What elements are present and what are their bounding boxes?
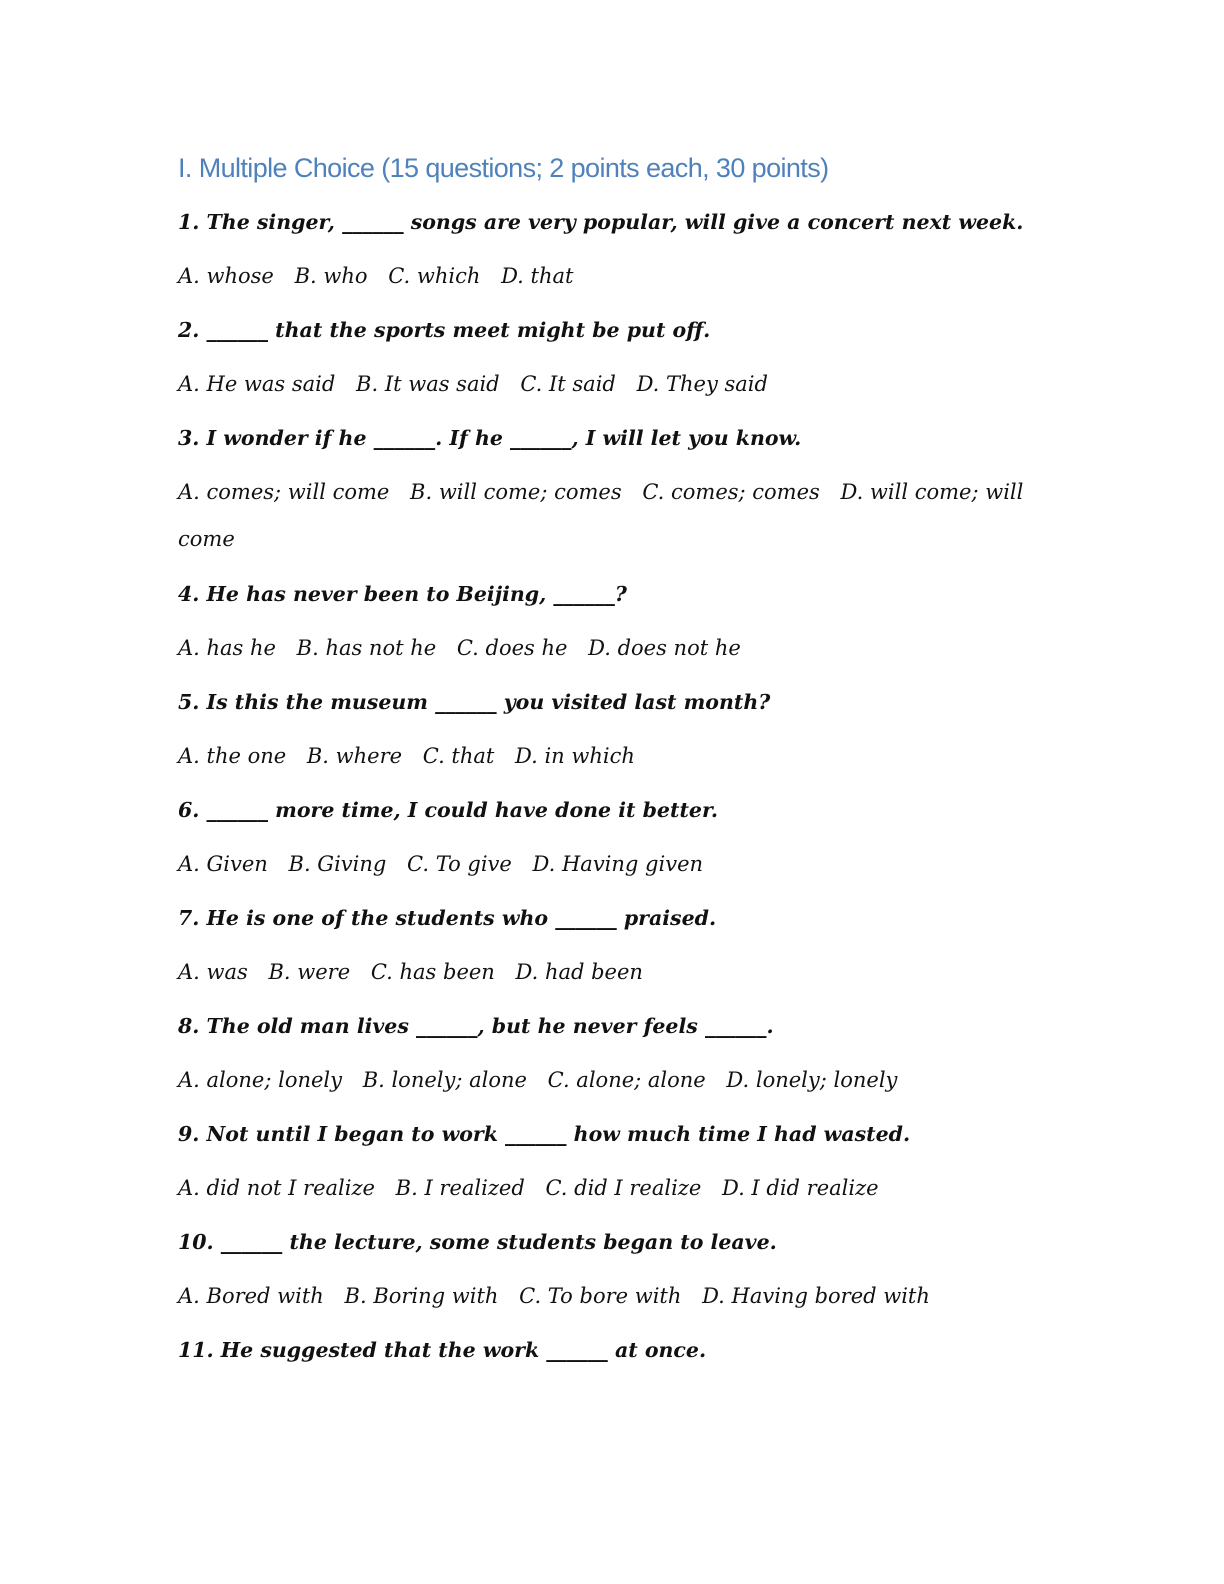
option-c: C. To give <box>407 852 512 876</box>
option-d: D. had been <box>515 960 643 984</box>
option-d: D. will come; will come <box>178 480 1024 551</box>
option-d: D. I did realize <box>721 1176 879 1200</box>
question-6-stem: 6. ______ more time, I could have done it better. <box>178 798 719 822</box>
question-3-options <box>178 469 1048 563</box>
option-a: A. alone; lonely <box>178 1068 342 1092</box>
question-9-stem: 9. Not until I began to work ______ how much time I had wasted. <box>178 1122 911 1146</box>
question-2-stem: 2. ______ that the sports meet might be put off. <box>178 318 711 342</box>
option-a: A. did not I realize <box>178 1176 375 1200</box>
question-7-stem: 7. He is one of the students who ______ praised. <box>178 906 717 930</box>
question-9-options <box>178 1174 1048 1202</box>
option-c: C. alone; alone <box>547 1068 706 1092</box>
option-a: A. Bored with <box>178 1284 324 1308</box>
option-c: C. To bore with <box>519 1284 682 1308</box>
option-c: C. has been <box>370 960 495 984</box>
question-8-stem: 8. The old man lives ______, but he never feels ______. <box>178 1014 774 1038</box>
option-d: D. Having given <box>532 852 704 876</box>
option-b: B. has not he <box>296 636 437 660</box>
option-b: B. who <box>294 264 368 288</box>
question-1-stem: 1. The singer, ______ songs are very popular, will give a concert next week. <box>178 210 1024 234</box>
option-b: B. It was said <box>356 372 500 396</box>
option-b: B. were <box>268 960 351 984</box>
option-a: A. the one <box>178 744 287 768</box>
option-d: D. that <box>501 264 574 288</box>
option-b: B. will come; comes <box>410 480 622 504</box>
question-7-options <box>178 958 1048 986</box>
question-2-options <box>178 370 1048 398</box>
document-content <box>178 148 1048 1390</box>
option-d: D. They said <box>636 372 768 396</box>
option-b: B. Giving <box>288 852 387 876</box>
option-a: A. He was said <box>178 372 336 396</box>
question-10-stem: 10. ______ the lecture, some students began to leave. <box>178 1230 777 1254</box>
question-11-stem: 11. He suggested that the work ______ at once. <box>178 1338 707 1362</box>
option-b: B. I realized <box>395 1176 525 1200</box>
option-b: B. where <box>306 744 403 768</box>
question-4-options <box>178 634 1048 662</box>
option-a: A. was <box>178 960 248 984</box>
option-c: C. It said <box>520 372 616 396</box>
question-6-options <box>178 850 1048 878</box>
option-c: C. did I realize <box>545 1176 702 1200</box>
question-4-stem: 4. He has never been to Beijing, ______? <box>178 582 627 606</box>
option-c: C. does he <box>456 636 568 660</box>
option-d: D. lonely; lonely <box>726 1068 898 1092</box>
option-a: A. Given <box>178 852 268 876</box>
question-1-options <box>178 262 1048 290</box>
option-d: D. Having bored with <box>702 1284 930 1308</box>
option-b: B. lonely; alone <box>362 1068 527 1092</box>
option-a: A. comes; will come <box>178 480 390 504</box>
section-title: I. Multiple Choice (15 questions; 2 points each, 30 points) <box>178 153 829 183</box>
option-d: D. does not he <box>588 636 741 660</box>
question-3-stem: 3. I wonder if he ______. If he ______, I will let you know. <box>178 426 802 450</box>
option-d: D. in which <box>515 744 635 768</box>
option-c: C. which <box>388 264 481 288</box>
question-5-options <box>178 742 1048 770</box>
option-c: C. that <box>422 744 495 768</box>
question-10-options <box>178 1282 1048 1310</box>
option-a: A. has he <box>178 636 276 660</box>
option-a: A. whose <box>178 264 274 288</box>
question-8-options <box>178 1066 1048 1094</box>
option-b: B. Boring with <box>344 1284 499 1308</box>
option-c: C. comes; comes <box>642 480 820 504</box>
question-5-stem: 5. Is this the museum ______ you visited last month? <box>178 690 771 714</box>
